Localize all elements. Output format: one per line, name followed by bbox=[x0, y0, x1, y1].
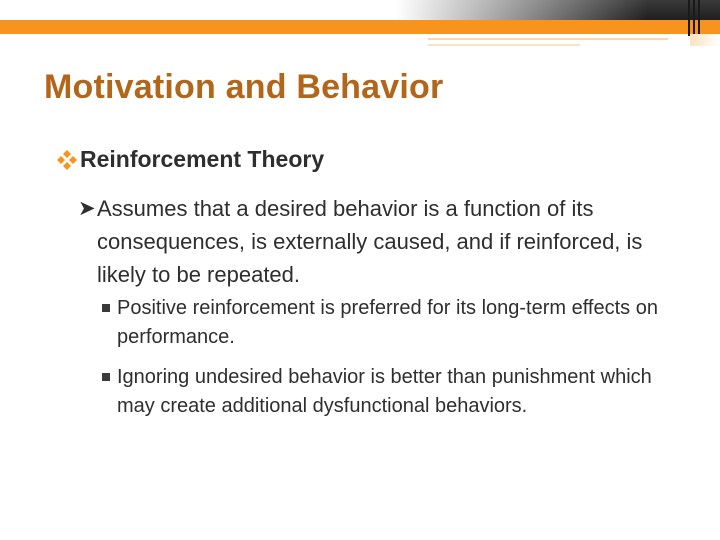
corner-lines bbox=[688, 0, 702, 36]
square-icon bbox=[102, 373, 110, 381]
main-point bbox=[78, 192, 678, 291]
subpoint-2 bbox=[100, 363, 670, 421]
heading-text: Reinforcement Theory bbox=[80, 146, 325, 172]
subpoint-1 bbox=[100, 294, 670, 352]
slide-title: Motivation and Behavior bbox=[44, 68, 444, 106]
heading-bullet bbox=[56, 146, 324, 173]
accent-line-short bbox=[428, 44, 580, 46]
main-point-text: Assumes that a desired behavior is a function of its consequences, is externally caused, and if reinforced, is likely to be repeated. bbox=[97, 196, 643, 287]
square-icon bbox=[102, 304, 110, 312]
accent-line bbox=[428, 38, 668, 40]
four-diamond-icon bbox=[56, 149, 78, 171]
subpoint-text: Ignoring undesired behavior is better than punishment which may create additional dysfunctional behaviors. bbox=[117, 366, 652, 417]
arrow-icon: ➤ bbox=[78, 197, 96, 220]
top-bar-fade bbox=[0, 0, 720, 20]
top-orange-bar bbox=[0, 20, 720, 34]
subpoint-text: Positive reinforcement is preferred for its long-term effects on performance. bbox=[117, 297, 658, 348]
accent-fade bbox=[690, 34, 720, 46]
